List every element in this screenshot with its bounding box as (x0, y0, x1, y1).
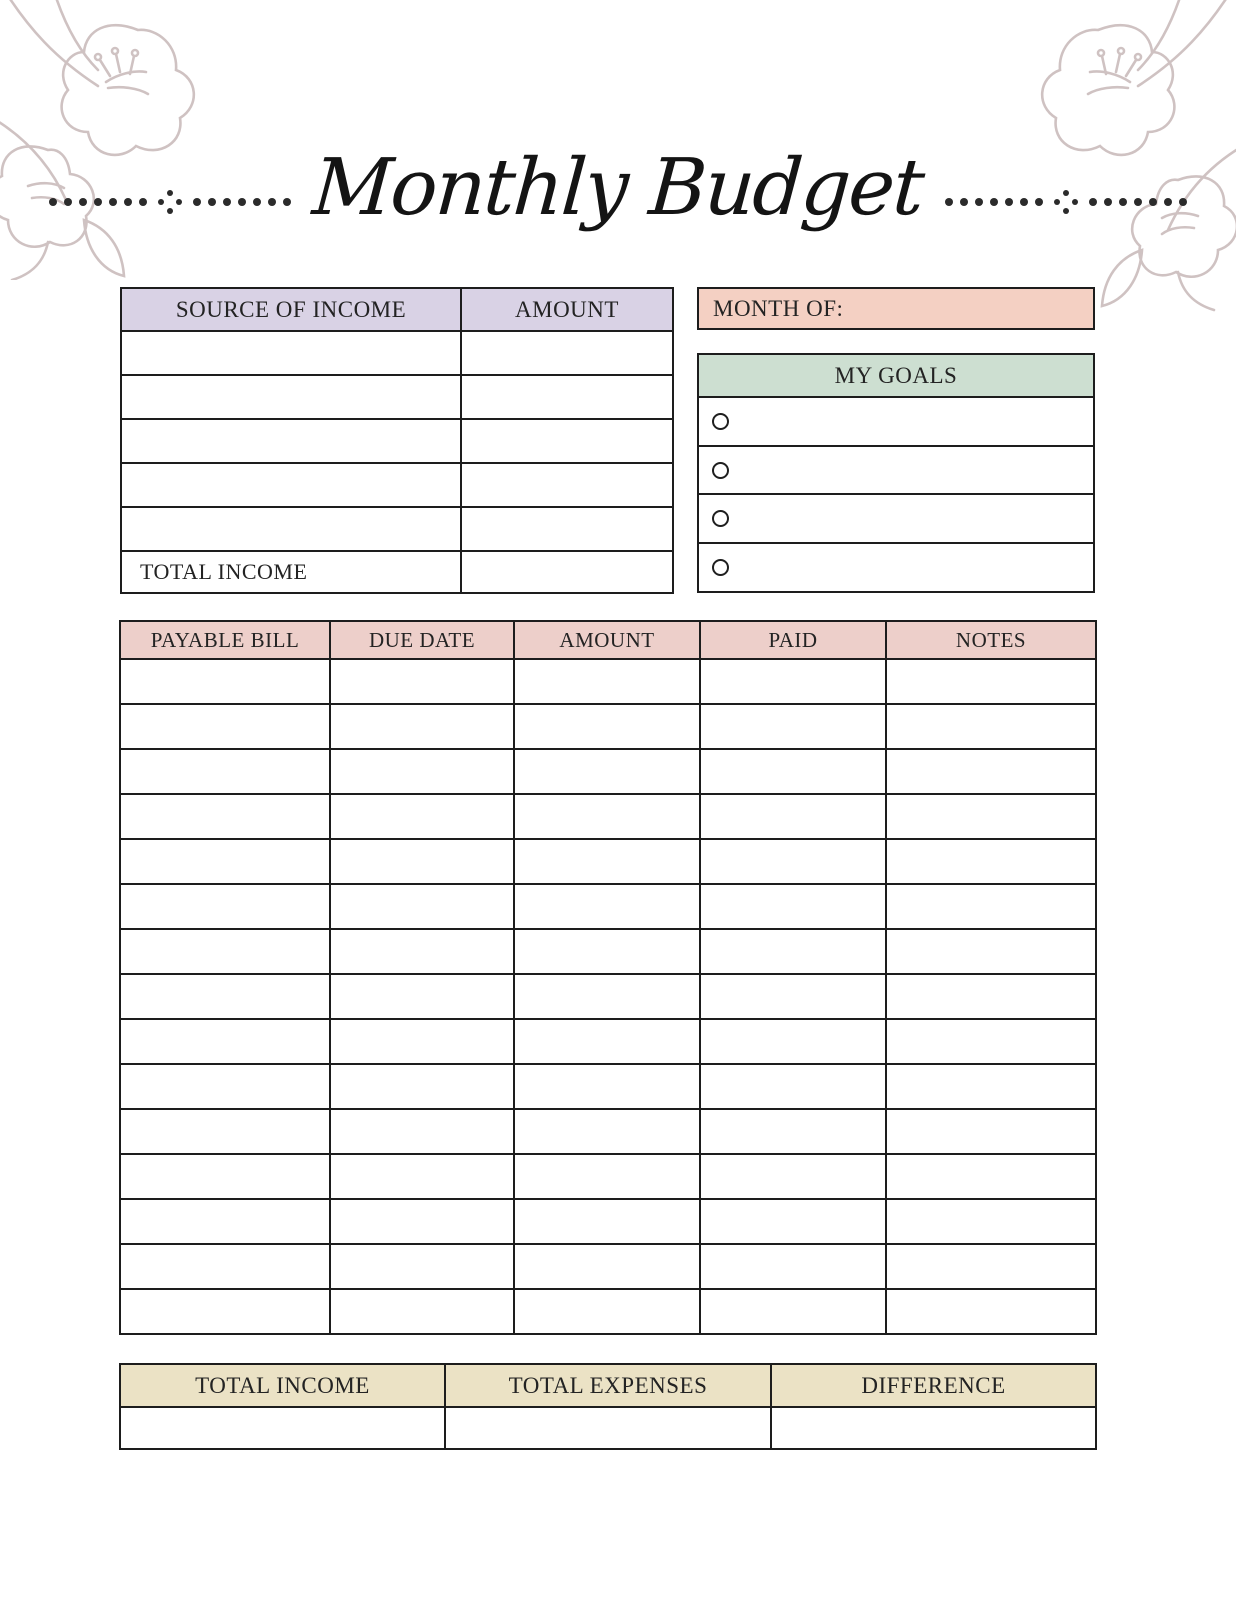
bill-paid-cell (700, 794, 886, 839)
goal-bullet-circle-icon (712, 413, 729, 430)
bill-amount-cell (514, 749, 700, 794)
bill-row (120, 1064, 1096, 1109)
bill-due-date-cell (330, 1154, 514, 1199)
bill-due-date-cell (330, 1064, 514, 1109)
bill-notes-cell (886, 1154, 1096, 1199)
income-row (121, 419, 673, 463)
income-total-row (121, 551, 673, 593)
bill-due-date-cell (330, 1019, 514, 1064)
bill-name-cell (120, 1064, 330, 1109)
income-amount-cell (461, 463, 673, 507)
goal-bullet-circle-icon (712, 559, 729, 576)
bill-paid-cell (700, 1064, 886, 1109)
bill-row (120, 1289, 1096, 1334)
bill-paid-cell (700, 1019, 886, 1064)
summary-value-cell (445, 1407, 771, 1449)
bill-paid-cell (700, 1154, 886, 1199)
bill-paid-cell (700, 974, 886, 1019)
bill-amount-cell (514, 1244, 700, 1289)
income-row (121, 507, 673, 551)
bill-paid-cell (700, 884, 886, 929)
goal-bullet-circle-icon (712, 462, 729, 479)
bill-amount-cell (514, 1199, 700, 1244)
bill-row (120, 1019, 1096, 1064)
bill-amount-cell (514, 659, 700, 704)
goals-header: MY GOALS (697, 353, 1095, 398)
income-column-header: SOURCE OF INCOME (121, 288, 461, 331)
diamond-dots-ornament (158, 190, 182, 214)
goal-row (697, 495, 1095, 544)
bill-name-cell (120, 929, 330, 974)
bill-paid-cell (700, 839, 886, 884)
bills-column-header: PAYABLE BILL (120, 621, 330, 659)
bills-column-header: AMOUNT (514, 621, 700, 659)
income-amount-cell (461, 375, 673, 419)
income-row (121, 463, 673, 507)
bill-notes-cell (886, 839, 1096, 884)
income-column-header: AMOUNT (461, 288, 673, 331)
bill-notes-cell (886, 929, 1096, 974)
bill-due-date-cell (330, 1199, 514, 1244)
bill-row (120, 794, 1096, 839)
month-of-label: MONTH OF: (713, 295, 844, 321)
bill-name-cell (120, 839, 330, 884)
bill-amount-cell (514, 794, 700, 839)
bill-amount-cell (514, 1289, 700, 1334)
bill-notes-cell (886, 659, 1096, 704)
income-amount-cell (461, 507, 673, 551)
bill-notes-cell (886, 974, 1096, 1019)
bill-row (120, 1154, 1096, 1199)
bill-due-date-cell (330, 1244, 514, 1289)
income-table (120, 287, 674, 594)
summary-value-cell (771, 1407, 1096, 1449)
bill-row (120, 1244, 1096, 1289)
bill-amount-cell (514, 1019, 700, 1064)
bill-name-cell (120, 1154, 330, 1199)
month-of-box (697, 287, 1095, 330)
bill-amount-cell (514, 704, 700, 749)
goals-section (697, 353, 1095, 593)
bill-row (120, 1199, 1096, 1244)
goal-row (697, 447, 1095, 496)
bill-name-cell (120, 704, 330, 749)
bill-due-date-cell (330, 884, 514, 929)
bill-amount-cell (514, 1154, 700, 1199)
income-amount-cell (461, 331, 673, 375)
bill-due-date-cell (330, 794, 514, 839)
bill-due-date-cell (330, 704, 514, 749)
bill-name-cell (120, 1109, 330, 1154)
bill-notes-cell (886, 1199, 1096, 1244)
income-amount-cell (461, 419, 673, 463)
summary-table (119, 1363, 1097, 1450)
bill-amount-cell (514, 929, 700, 974)
income-total-label: TOTAL INCOME (121, 551, 461, 593)
bills-column-header: NOTES (886, 621, 1096, 659)
income-source-cell (121, 419, 461, 463)
bill-name-cell (120, 1289, 330, 1334)
bills-column-header: PAID (700, 621, 886, 659)
bill-notes-cell (886, 1019, 1096, 1064)
bills-column-header: DUE DATE (330, 621, 514, 659)
bill-due-date-cell (330, 839, 514, 884)
title-dots-right (945, 190, 1187, 214)
bill-amount-cell (514, 974, 700, 1019)
goal-bullet-circle-icon (712, 510, 729, 527)
income-row (121, 331, 673, 375)
bill-name-cell (120, 659, 330, 704)
bill-paid-cell (700, 749, 886, 794)
income-source-cell (121, 375, 461, 419)
bill-name-cell (120, 1244, 330, 1289)
bill-name-cell (120, 884, 330, 929)
bill-paid-cell (700, 1289, 886, 1334)
bill-row (120, 839, 1096, 884)
bill-notes-cell (886, 1289, 1096, 1334)
goal-row (697, 544, 1095, 593)
bill-notes-cell (886, 749, 1096, 794)
income-source-cell (121, 331, 461, 375)
bill-paid-cell (700, 704, 886, 749)
summary-value-cell (120, 1407, 445, 1449)
bill-notes-cell (886, 794, 1096, 839)
bill-paid-cell (700, 659, 886, 704)
bill-due-date-cell (330, 929, 514, 974)
bill-name-cell (120, 974, 330, 1019)
summary-column-header: DIFFERENCE (771, 1364, 1096, 1407)
bill-due-date-cell (330, 749, 514, 794)
goal-row (697, 398, 1095, 447)
bill-paid-cell (700, 1109, 886, 1154)
bill-name-cell (120, 749, 330, 794)
bill-amount-cell (514, 839, 700, 884)
bill-notes-cell (886, 884, 1096, 929)
diamond-dots-ornament (1054, 190, 1078, 214)
bill-notes-cell (886, 1064, 1096, 1109)
bill-amount-cell (514, 1064, 700, 1109)
bill-paid-cell (700, 1244, 886, 1289)
income-total-amount-cell (461, 551, 673, 593)
bill-due-date-cell (330, 1289, 514, 1334)
bill-due-date-cell (330, 659, 514, 704)
income-source-cell (121, 463, 461, 507)
summary-column-header: TOTAL EXPENSES (445, 1364, 771, 1407)
bill-row (120, 929, 1096, 974)
bill-row (120, 659, 1096, 704)
income-source-cell (121, 507, 461, 551)
bill-row (120, 749, 1096, 794)
bill-amount-cell (514, 1109, 700, 1154)
bill-row (120, 884, 1096, 929)
bill-due-date-cell (330, 974, 514, 1019)
bill-notes-cell (886, 1109, 1096, 1154)
bill-row (120, 704, 1096, 749)
bill-notes-cell (886, 1244, 1096, 1289)
bill-notes-cell (886, 704, 1096, 749)
bill-name-cell (120, 1199, 330, 1244)
bill-due-date-cell (330, 1109, 514, 1154)
bill-name-cell (120, 1019, 330, 1064)
bill-paid-cell (700, 1199, 886, 1244)
bills-table (119, 620, 1097, 1335)
bill-row (120, 1109, 1096, 1154)
page-title: Monthly Budget (310, 143, 926, 233)
title-band (0, 118, 1236, 258)
summary-column-header: TOTAL INCOME (120, 1364, 445, 1407)
title-dots-left (49, 190, 291, 214)
bill-name-cell (120, 794, 330, 839)
bill-paid-cell (700, 929, 886, 974)
bill-row (120, 974, 1096, 1019)
bill-amount-cell (514, 884, 700, 929)
income-row (121, 375, 673, 419)
